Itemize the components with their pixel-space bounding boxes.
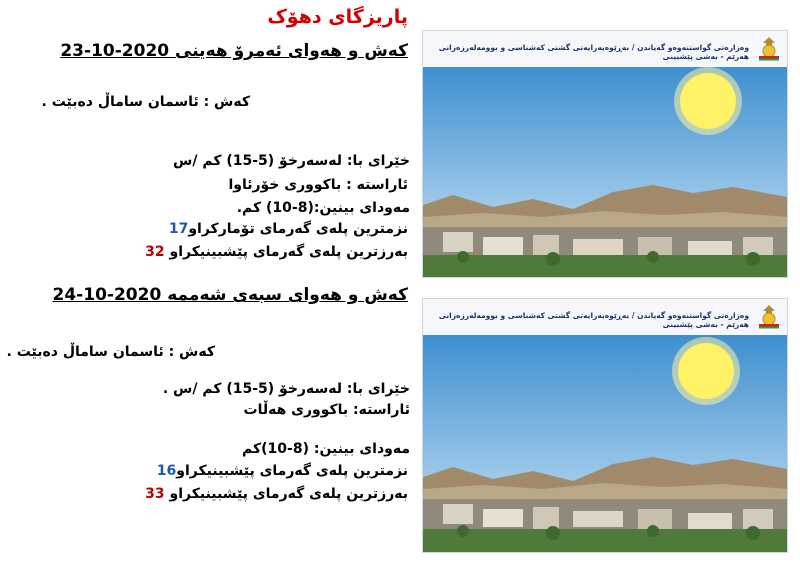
day2-visibility: مەودای بینین: (8-10)کم	[242, 441, 410, 457]
ministry-banner	[423, 31, 787, 68]
sky-city-scene	[423, 335, 787, 552]
day1-visibility: مەودای بینین:(8-10) کم.	[236, 200, 410, 216]
forecast-image-tomorrow	[422, 298, 788, 553]
day1-min-temp	[169, 221, 408, 237]
sky-city-scene	[423, 67, 787, 277]
banner-text: وەزارەتی گواستنەوەو گەیاندن / بەڕێوەبەرایەتی گشتی کەشناسی و بوومەلەرزەزانی هەرێم - بەشی پێشبینی	[438, 43, 749, 61]
day2-min-label: نزمترین پلەی گەرمای پێشبینیکراو	[176, 463, 408, 479]
day2-min-value: 16	[156, 463, 177, 479]
banner-text: وەزارەتی گواستنەوەو گەیاندن / بەڕێوەبەرایەتی گشتی کەشناسی و بوومەلەرزەزانی هەرێم - بەشی پێشبینی	[438, 311, 749, 329]
day2-max-label: بەرزترین پلەی گەرمای پێشبینیکراو	[169, 486, 408, 502]
day2-sky: کەش : ئاسمان ساماڵ دەبێت .	[6, 344, 215, 360]
kurdistan-emblem-icon	[755, 34, 783, 62]
day1-min-label: نزمترین پلەی گەرمای تۆمارکراو	[188, 221, 408, 237]
day2-min-temp	[157, 463, 408, 479]
sun-icon	[672, 337, 740, 405]
day1-wind: خێرای با: لەسەرخۆ (5-15) کم /س	[173, 153, 410, 169]
ministry-banner	[423, 299, 787, 336]
page-title: پاریزگای دهۆک	[267, 6, 408, 28]
day1-sky: کەش : ئاسمان ساماڵ دەبێت .	[41, 94, 250, 110]
day2-max-value: 33	[145, 486, 165, 502]
day2-heading: کەش و هەوای سبەی شەممە 2020-10-24	[52, 285, 408, 305]
sun-icon	[674, 67, 742, 135]
day1-max-label: بەرزترین پلەی گەرمای پێشبینیکراو	[169, 244, 408, 260]
day1-max-temp	[145, 244, 408, 260]
day1-max-value: 32	[145, 244, 165, 260]
kurdistan-emblem-icon	[755, 302, 783, 330]
day1-direction: ئاراستە : باکووری خۆرئاوا	[228, 177, 408, 193]
day1-min-value: 17	[168, 221, 189, 237]
day1-heading: کەش و هەوای ئەمرۆ هەینی 2020-10-23	[60, 41, 408, 61]
forecast-image-today	[422, 30, 788, 278]
day2-wind: خێرای با: لەسەرخۆ (5-15) کم /س .	[162, 381, 410, 397]
day2-direction: ئاراستە: باکووری هەڵات	[243, 402, 410, 418]
day2-max-temp	[145, 486, 408, 502]
